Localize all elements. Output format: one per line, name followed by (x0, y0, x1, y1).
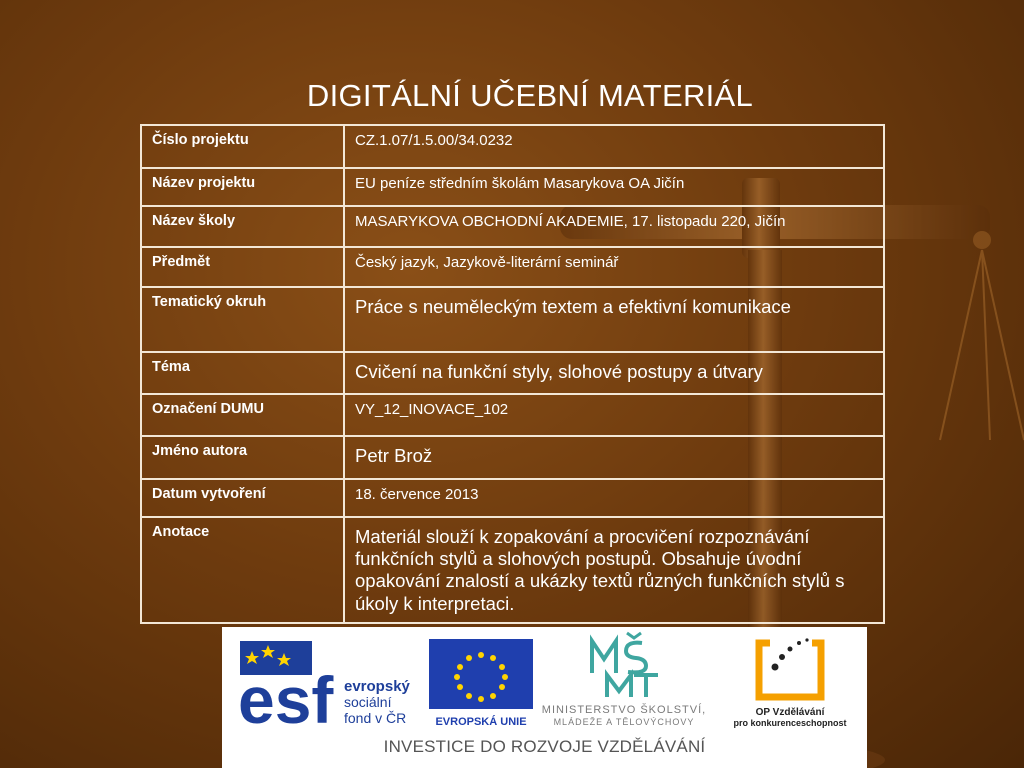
row-value: EU peníze středním školám Masarykova OA Jičín (344, 168, 884, 206)
table-row (141, 287, 884, 352)
project-info-table (140, 124, 885, 624)
row-label: Název projektu (141, 168, 344, 206)
esf-text-line2: sociální (344, 694, 392, 710)
table-row (141, 479, 884, 517)
slogan-text: INVESTICE DO ROZVOJE VZDĚLÁVÁNÍ (383, 737, 706, 756)
op-text-line1: OP Vzdělávání (755, 707, 825, 718)
row-value: Práce s neuměleckým textem a efektivní komunikace (344, 287, 884, 352)
table-row (141, 206, 884, 247)
esf-logo-text: esf (238, 663, 334, 735)
row-value: VY_12_INOVACE_102 (344, 394, 884, 436)
msmt-text-line1: MINISTERSTVO ŠKOLSTVÍ, (541, 704, 707, 716)
row-label: Číslo projektu (141, 125, 344, 168)
esf-text-line1: evropský (344, 678, 410, 695)
esf-logo (238, 641, 411, 735)
row-label: Označení DUMU (141, 394, 344, 436)
msmt-text-line2: MLÁDEŽE A TĚLOVÝCHOVY (553, 717, 695, 727)
row-value: CZ.1.07/1.5.00/34.0232 (344, 125, 884, 168)
eu-label: EVROPSKÁ UNIE (435, 716, 527, 728)
op-text-line2: pro konkurenceschopnost (733, 718, 847, 728)
row-value: Český jazyk, Jazykově-literární seminář (344, 247, 884, 287)
table-row (141, 125, 884, 168)
row-label: Anotace (141, 517, 344, 623)
table-row (141, 352, 884, 394)
row-value: MASARYKOVA OBCHODNÍ AKADEMIE, 17. listopadu 220, Jičín (344, 206, 884, 247)
row-label: Téma (141, 352, 344, 394)
row-label: Název školy (141, 206, 344, 247)
esf-text-line3: fond v ČR (344, 710, 407, 726)
funding-logos-banner (222, 627, 867, 768)
row-value: Materiál slouží k zopakování a procvičení rozpoznávání funkčních stylů a slohových postupů. Obsahuje úvodní opakování znalostí a ukázky textů různých funkčních stylů s úkoly k interpretaci. (344, 517, 884, 623)
slide-title: DIGITÁLNÍ UČEBNÍ MATERIÁL (306, 78, 754, 113)
row-label: Datum vytvoření (141, 479, 344, 517)
row-value: Cvičení na funkční styly, slohové postupy a útvary (344, 352, 884, 394)
op-vzdelavani-logo (733, 637, 846, 728)
table-row (141, 394, 884, 436)
row-value: Petr Brož (344, 436, 884, 479)
table-row (141, 247, 884, 287)
row-label: Tematický okruh (141, 287, 344, 352)
row-value: 18. července 2013 (344, 479, 884, 517)
table-row (141, 517, 884, 623)
row-label: Jméno autora (141, 436, 344, 479)
msmt-logo (542, 633, 706, 727)
eu-flag-logo (429, 639, 533, 728)
table-row (141, 168, 884, 206)
table-row (141, 436, 884, 479)
row-label: Předmět (141, 247, 344, 287)
